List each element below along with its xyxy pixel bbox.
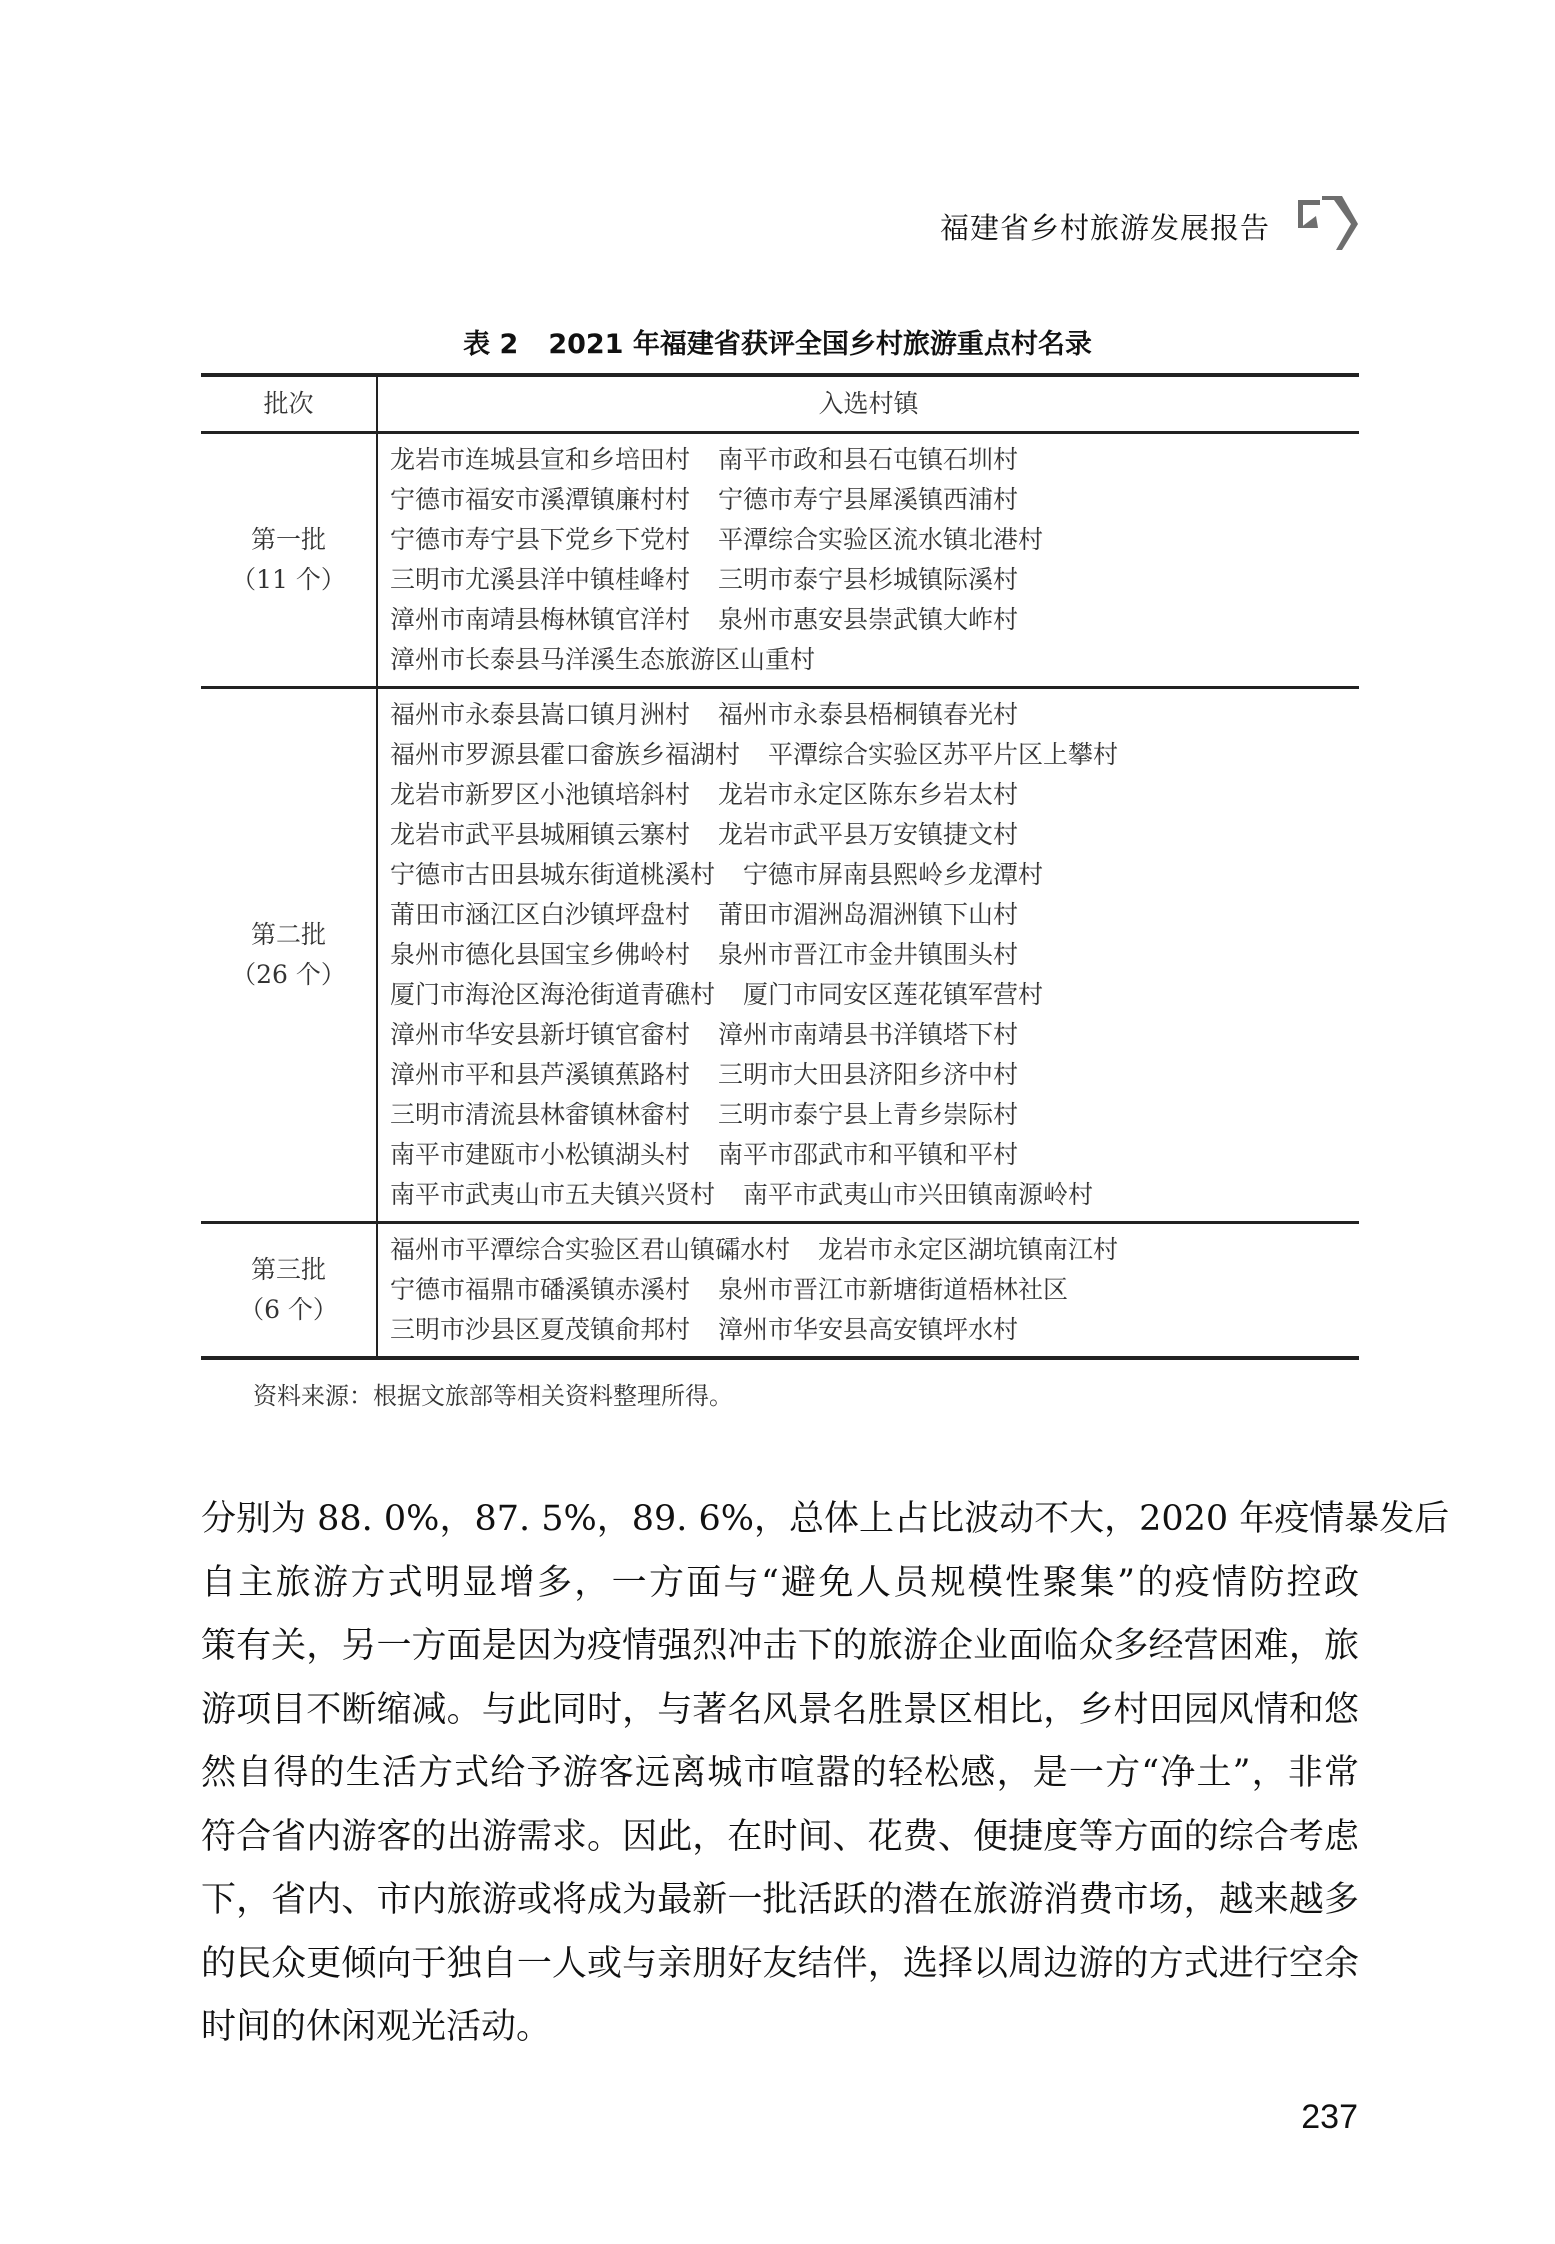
village-line bbox=[390, 895, 1359, 935]
village-name: 漳州市长泰县马洋溪生态旅游区山重村 bbox=[390, 645, 816, 674]
body-line: 然自得的生活方式给予游客远离城市喧嚣的轻松感，是一方“净土”，非常 bbox=[201, 1753, 1359, 1793]
villages-table bbox=[201, 373, 1359, 1360]
body-line: 自主旅游方式明显增多，一方面与“避免人员规模性聚集”的疫情防控政 bbox=[201, 1562, 1359, 1603]
village-name: 福州市罗源县霍口畲族乡福湖村 bbox=[390, 740, 741, 769]
batch-cell bbox=[201, 434, 378, 686]
village-name: 漳州市南靖县梅林镇官洋村 bbox=[390, 605, 691, 634]
village-line bbox=[390, 560, 1359, 600]
village-line bbox=[390, 1095, 1359, 1135]
village-name: 龙岩市永定区陈东乡岩太村 bbox=[718, 780, 1019, 809]
village-name: 三明市尤溪县洋中镇桂峰村 bbox=[390, 565, 691, 594]
villages-cell bbox=[378, 434, 1359, 686]
village-line bbox=[390, 480, 1359, 520]
table-section-row bbox=[201, 431, 1359, 686]
village-name: 宁德市福安市溪潭镇廉村村 bbox=[390, 485, 691, 514]
book-series-logo-icon bbox=[1296, 194, 1360, 250]
village-name: 三明市沙县区夏茂镇俞邦村 bbox=[390, 1315, 691, 1344]
village-name: 三明市清流县林畲镇林畲村 bbox=[390, 1100, 691, 1129]
batch-count: （11 个） bbox=[231, 565, 346, 594]
village-name: 宁德市古田县城东街道桃溪村 bbox=[390, 860, 716, 889]
village-line bbox=[390, 520, 1359, 560]
village-line bbox=[390, 855, 1359, 895]
village-name: 南平市武夷山市兴田镇南源岭村 bbox=[743, 1180, 1094, 1209]
village-name: 泉州市德化县国宝乡佛岭村 bbox=[390, 940, 691, 969]
village-line bbox=[390, 1270, 1359, 1310]
village-line bbox=[390, 1175, 1359, 1215]
batch-cell bbox=[201, 689, 378, 1221]
body-line: 策有关，另一方面是因为疫情强烈冲击下的旅游企业面临众多经营困难，旅 bbox=[201, 1626, 1359, 1666]
village-line bbox=[390, 735, 1359, 775]
village-line bbox=[390, 1310, 1359, 1350]
table-number: 表 2 bbox=[463, 329, 519, 360]
village-line bbox=[390, 775, 1359, 815]
table-header-row bbox=[201, 377, 1359, 431]
village-name: 三明市泰宁县杉城镇际溪村 bbox=[718, 565, 1019, 594]
page-number: 237 bbox=[1301, 2098, 1358, 2136]
village-name: 龙岩市永定区湖坑镇南江村 bbox=[818, 1235, 1119, 1264]
village-name: 漳州市平和县芦溪镇蕉路村 bbox=[390, 1060, 691, 1089]
running-head: 福建省乡村旅游发展报告 bbox=[939, 211, 1270, 245]
village-line bbox=[390, 1135, 1359, 1175]
village-line bbox=[390, 440, 1359, 480]
body-line: 游项目不断缩减。与此同时，与著名风景名胜景区相比，乡村田园风情和悠 bbox=[201, 1689, 1359, 1730]
village-name: 龙岩市新罗区小池镇培斜村 bbox=[390, 780, 691, 809]
village-name: 福州市永泰县嵩口镇月洲村 bbox=[390, 700, 691, 729]
batch-cell bbox=[201, 1224, 378, 1356]
village-name: 龙岩市连城县宣和乡培田村 bbox=[390, 445, 691, 474]
batch-count: （26 个） bbox=[231, 960, 346, 989]
table-source-note: 资料来源：根据文旅部等相关资料整理所得。 bbox=[253, 1382, 733, 1410]
village-name: 宁德市福鼎市磻溪镇赤溪村 bbox=[390, 1275, 691, 1304]
village-name: 宁德市寿宁县下党乡下党村 bbox=[390, 525, 691, 554]
village-name: 南平市武夷山市五夫镇兴贤村 bbox=[390, 1180, 716, 1209]
batch-count: （6 个） bbox=[239, 1295, 338, 1324]
header-villages: 入选村镇 bbox=[818, 389, 919, 418]
body-paragraph bbox=[201, 1488, 1450, 2060]
body-line: 下，省内、市内旅游或将成为最新一批活跃的潜在旅游消费市场，越来越多 bbox=[201, 1880, 1359, 1920]
batch-label: 第二批 bbox=[250, 920, 326, 949]
village-name: 福州市平潭综合实验区君山镇礵水村 bbox=[390, 1235, 791, 1264]
village-name: 南平市政和县石屯镇石圳村 bbox=[718, 445, 1019, 474]
village-line bbox=[390, 695, 1359, 735]
village-name: 泉州市晋江市新塘街道梧林社区 bbox=[718, 1275, 1069, 1304]
village-name: 三明市大田县济阳乡济中村 bbox=[718, 1060, 1019, 1089]
village-name: 泉州市晋江市金井镇围头村 bbox=[718, 940, 1019, 969]
batch-label: 第三批 bbox=[250, 1255, 326, 1284]
village-name: 平潭综合实验区苏平片区上攀村 bbox=[768, 740, 1119, 769]
header-batch: 批次 bbox=[201, 377, 378, 431]
village-name: 宁德市屏南县熙岭乡龙潭村 bbox=[743, 860, 1044, 889]
village-name: 三明市泰宁县上青乡崇际村 bbox=[718, 1100, 1019, 1129]
body-line: 时间的休闲观光活动。 bbox=[201, 2007, 552, 2047]
body-line: 符合省内游客的出游需求。因此，在时间、花费、便捷度等方面的综合考虑 bbox=[201, 1816, 1359, 1857]
village-name: 厦门市海沧区海沧街道青礁村 bbox=[390, 980, 716, 1009]
body-line: 分别为 88. 0%，87. 5%，89. 6%，总体上占比波动不大，2020 年疫情暴发后 bbox=[201, 1499, 1450, 1539]
village-line bbox=[390, 1055, 1359, 1095]
village-name: 泉州市惠安县崇武镇大岞村 bbox=[718, 605, 1019, 634]
batch-label: 第一批 bbox=[250, 525, 326, 554]
body-line: 的民众更倾向于独自一人或与亲朋好友结伴，选择以周边游的方式进行空余 bbox=[201, 1943, 1359, 1984]
village-name: 南平市建瓯市小松镇湖头村 bbox=[390, 1140, 691, 1169]
village-name: 龙岩市武平县万安镇捷文村 bbox=[718, 820, 1019, 849]
villages-cell bbox=[378, 689, 1359, 1221]
village-name: 宁德市寿宁县犀溪镇西浦村 bbox=[718, 485, 1019, 514]
village-name: 龙岩市武平县城厢镇云寨村 bbox=[390, 820, 691, 849]
village-line bbox=[390, 975, 1359, 1015]
table-title: 2021 年福建省获评全国乡村旅游重点村名录 bbox=[548, 329, 1092, 360]
village-name: 南平市邵武市和平镇和平村 bbox=[718, 1140, 1019, 1169]
village-line bbox=[390, 815, 1359, 855]
village-name: 漳州市华安县高安镇坪水村 bbox=[718, 1315, 1019, 1344]
village-line bbox=[390, 1015, 1359, 1055]
village-name: 莆田市涵江区白沙镇坪盘村 bbox=[390, 900, 691, 929]
table-section-row bbox=[201, 686, 1359, 1221]
village-name: 漳州市南靖县书洋镇塔下村 bbox=[718, 1020, 1019, 1049]
villages-cell bbox=[378, 1224, 1359, 1356]
village-line bbox=[390, 935, 1359, 975]
village-name: 厦门市同安区莲花镇军营村 bbox=[743, 980, 1044, 1009]
village-line bbox=[390, 1230, 1359, 1270]
village-line bbox=[390, 640, 1359, 680]
village-name: 平潭综合实验区流水镇北港村 bbox=[718, 525, 1044, 554]
table-caption bbox=[0, 322, 1555, 361]
village-name: 福州市永泰县梧桐镇春光村 bbox=[718, 700, 1019, 729]
village-name: 漳州市华安县新圩镇官畲村 bbox=[390, 1020, 691, 1049]
village-name: 莆田市湄洲岛湄洲镇下山村 bbox=[718, 900, 1019, 929]
village-line bbox=[390, 600, 1359, 640]
table-section-row bbox=[201, 1221, 1359, 1356]
